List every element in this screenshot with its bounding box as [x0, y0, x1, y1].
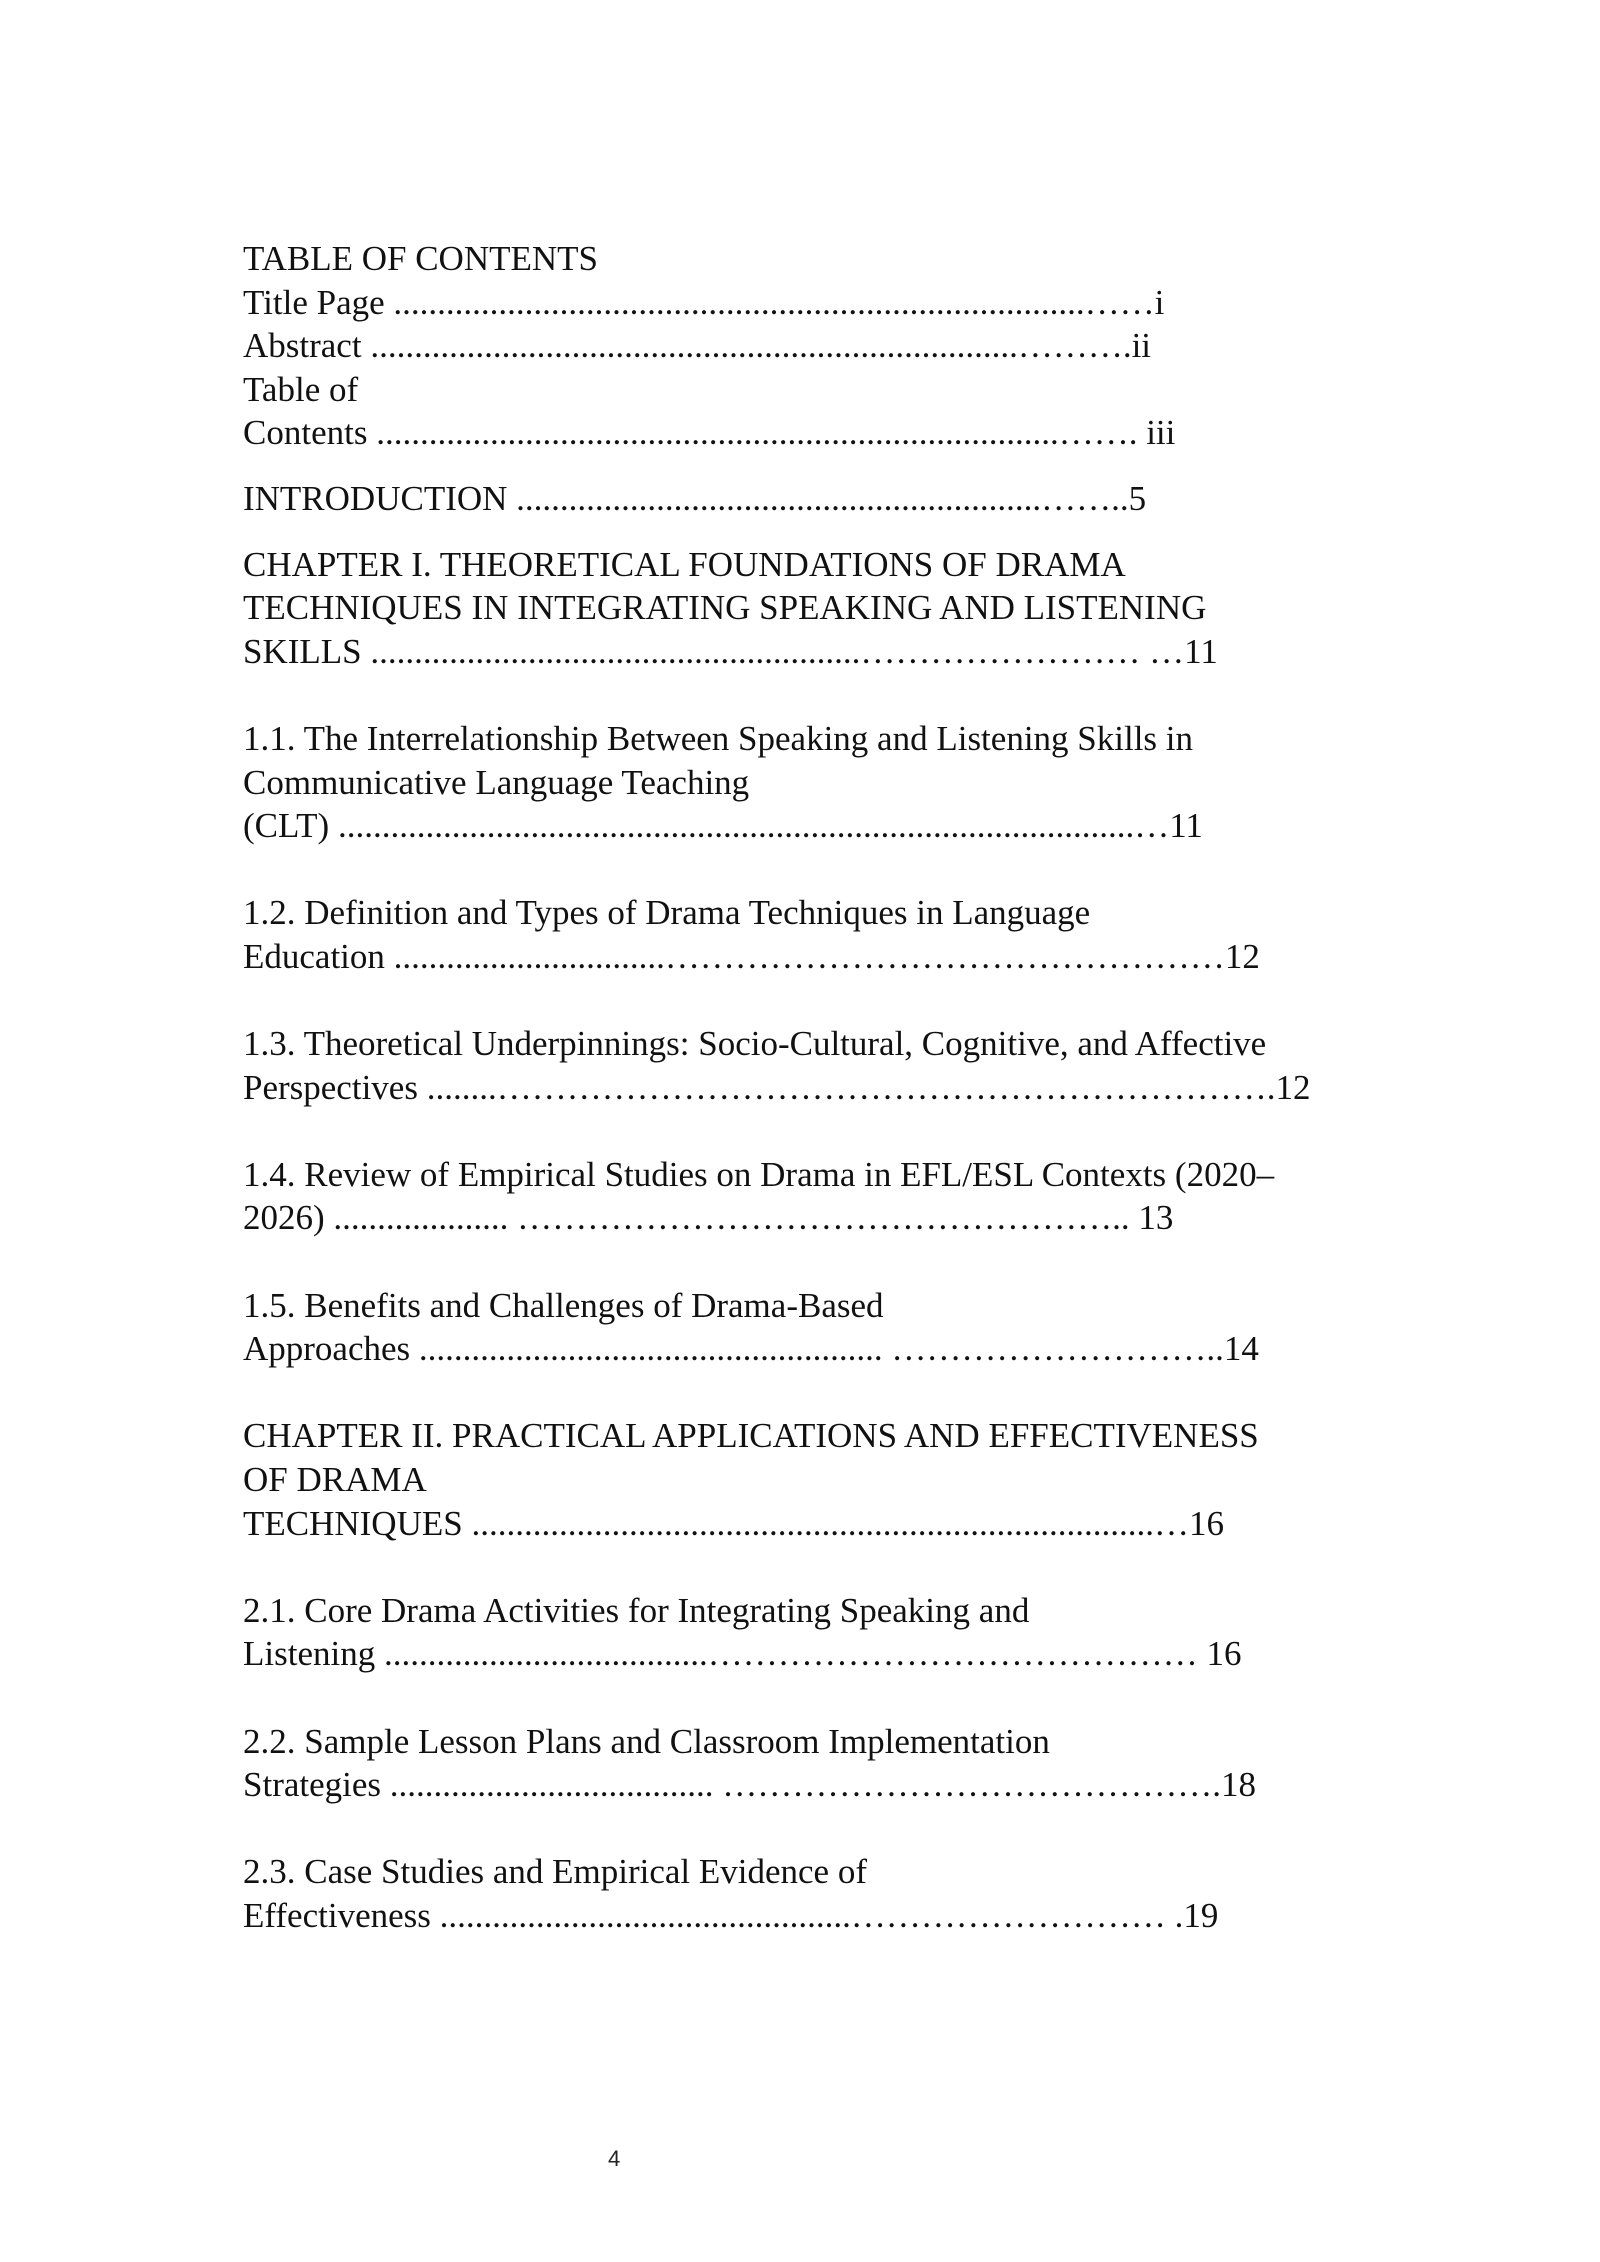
toc-entry-abstract: Abstract ..........................................................................……….ii [243, 326, 1152, 366]
page-number: 4 [608, 2146, 621, 2171]
toc-line: 1.2. Definition and Types of Drama Techniques in Language [243, 893, 1091, 933]
toc-entry-1-1 [243, 717, 1368, 848]
toc-line: (CLT) ...........................................................................................…11 [243, 806, 1203, 846]
toc-line: TECHNIQUES IN INTEGRATING SPEAKING AND LISTENING [243, 588, 1207, 628]
toc-line: CHAPTER I. THEORETICAL FOUNDATIONS OF DRAMA [243, 544, 1126, 584]
toc-spacer [243, 673, 1368, 717]
toc-entry-chapter-1 [243, 543, 1368, 674]
toc-line: 1.1. The Interrelationship Between Speaking and Listening Skills in [243, 718, 1194, 758]
toc-entry-2-3 [243, 1850, 1368, 1937]
toc-entry-table-of-contents-cont: Contents ..............................................................................……. iii [243, 413, 1176, 453]
toc-line: 1.4. Review of Empirical Studies on Drama in EFL/ESL Contexts (2020– [243, 1154, 1275, 1194]
toc-entry-1-4 [243, 1153, 1368, 1240]
toc-line: Perspectives ........………………………………………………………….12 [243, 1067, 1311, 1107]
toc-line: Listening .....................................…………………………………… 16 [243, 1634, 1242, 1674]
toc-entry-1-3 [243, 1022, 1368, 1109]
toc-line: TECHNIQUES ..............................................................................…16 [243, 1503, 1224, 1543]
toc-entry-title-page: Title Page ...............................................................................……i [243, 282, 1165, 322]
toc-spacer [243, 455, 1368, 477]
toc-entry-table-of-contents: Table of [243, 369, 359, 409]
toc-line: 1.5. Benefits and Challenges of Drama-Based [243, 1285, 884, 1325]
toc-spacer [243, 1109, 1368, 1153]
toc-line: 1.3. Theoretical Underpinnings: Socio-Cultural, Cognitive, and Affective [243, 1024, 1267, 1064]
toc-line: OF DRAMA [243, 1460, 427, 1500]
toc-entry-1-5 [243, 1284, 1368, 1371]
toc-spacer [243, 1240, 1368, 1284]
toc-line: Communicative Language Teaching [243, 762, 750, 802]
toc-line: Approaches ..................................................... ………………………..14 [243, 1329, 1259, 1369]
toc-spacer [243, 848, 1368, 892]
toc-line: SKILLS ........................................................…………………… …11 [243, 631, 1218, 671]
toc-line: 2.2. Sample Lesson Plans and Classroom Implementation [243, 1721, 1050, 1761]
toc-line: 2.1. Core Drama Activities for Integrating Speaking and [243, 1590, 1030, 1630]
toc-heading: TABLE OF CONTENTS [243, 239, 598, 278]
toc-spacer [243, 521, 1368, 543]
toc-line: Strategies ..................................... …………………………………….18 [243, 1765, 1257, 1805]
toc-spacer [243, 979, 1368, 1023]
toc-line: 2026) .................... …………………………………………….. 13 [243, 1198, 1174, 1238]
toc-spacer [243, 1807, 1368, 1851]
toc-line: Effectiveness ...............................................……………………… .19 [243, 1895, 1219, 1935]
toc-entry-chapter-2 [243, 1414, 1368, 1545]
toc-spacer [243, 1545, 1368, 1589]
toc-entry-2-2 [243, 1720, 1368, 1807]
toc-line: CHAPTER II. PRACTICAL APPLICATIONS AND EFFECTIVENESS [243, 1416, 1259, 1456]
toc-entry-2-1 [243, 1589, 1368, 1676]
toc-entry-1-2 [243, 891, 1368, 978]
toc-spacer [243, 1371, 1368, 1415]
toc-line: 2.3. Case Studies and Empirical Evidence of [243, 1852, 868, 1892]
toc-spacer [243, 1676, 1368, 1720]
toc-line: Education ...............................…………………………………………12 [243, 936, 1260, 976]
toc-entry-introduction: INTRODUCTION ............................................................……..5 [243, 478, 1147, 518]
table-of-contents [243, 237, 1368, 1938]
